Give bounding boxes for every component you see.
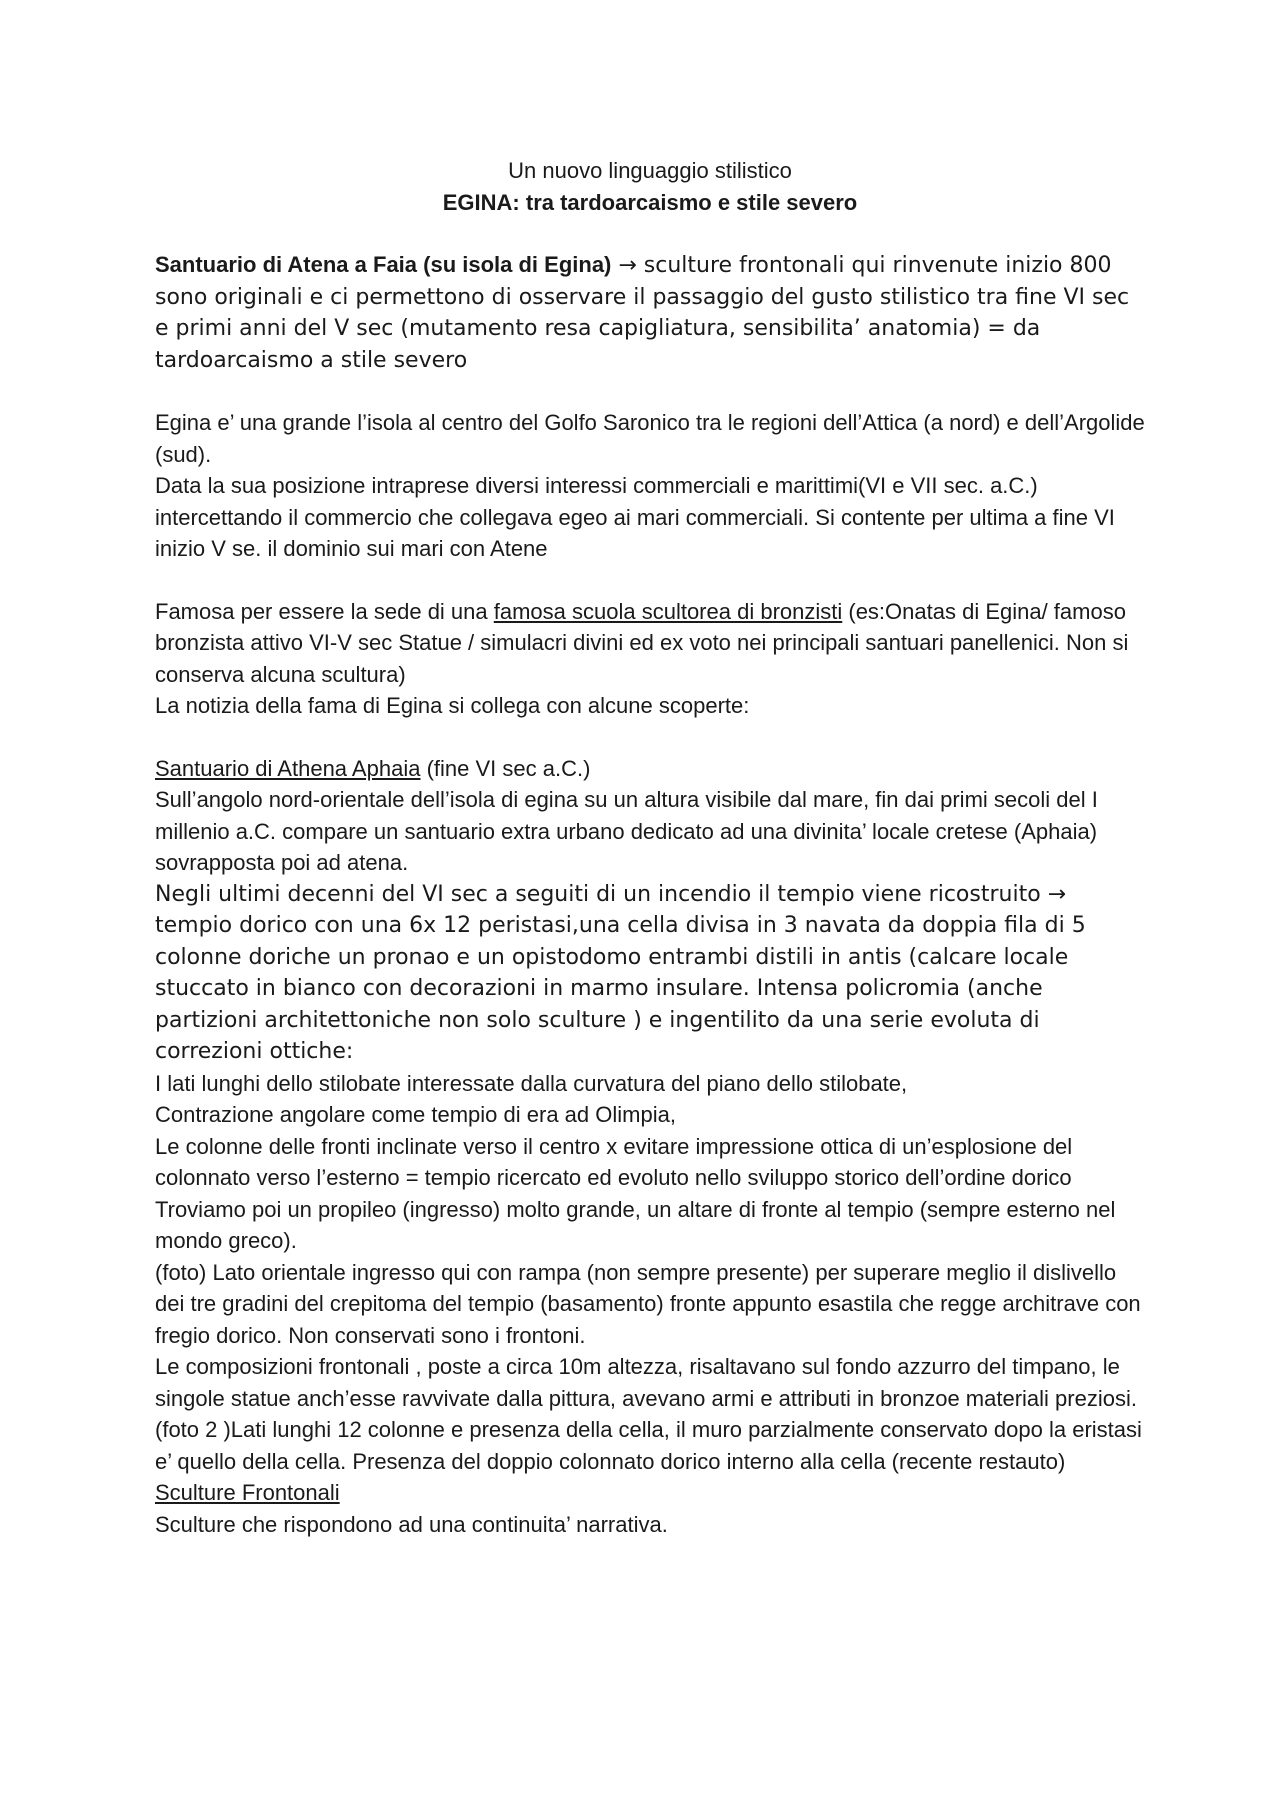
aphaia-paragraph-1: Sull’angolo nord-orientale dell’isola di egina su un altura visibile dal mare, fin dai primi secoli del I millenio a.C. compare un santuario extra urbano dedicato ad una divinita’ locale cretese (Aphaia) sovrapposta poi ad atena. [155, 787, 1098, 875]
aphaia-paragraph-4: Contrazione angolare come tempio di era ad Olimpia, [155, 1102, 676, 1127]
aphaia-paragraph-6: Troviamo poi un propileo (ingresso) molto grande, un altare di fronte al tempio (sempre esterno nel mondo greco). [155, 1196, 1116, 1253]
egina-paragraph-2: Data la sua posizione intraprese diversi interessi commerciali e marittimi(VI e VII sec. a.C.) intercettando il commercio che collegava egeo ai mari commerciali. Si contente per ultima a fine VI inizio V se. il dominio sui mari con Atene [155, 473, 1115, 561]
spacer [155, 565, 1145, 596]
aphaia-paragraph-5: Le colonne delle fronti inclinate verso il centro x evitare impressione ottica di un’esplosione del colonnato verso l’esterno = tempio ricercato ed evoluto nello sviluppo storico dell’ordine dorico [155, 1133, 1073, 1190]
aphaia-paragraph-8: Le composizioni frontonali , poste a circa 10m altezza, risaltavano sul fondo azzurro del timpano, le singole statue anch’esse ravvivate dalla pittura, avevano armi e attributi in bronzoe materiali preziosi. [155, 1354, 1137, 1411]
intro-text: → sculture frontonali qui rinvenute inizio 800 sono originali e ci permettono di osservare il passaggio del gusto stilistico tra fine VI sec e primi anni del V sec (mutamento resa capigliatura, sensibilita’ anatomia) = da tardoarcaismo a stile severo [155, 253, 1130, 373]
notizia-paragraph: La notizia della fama di Egina si collega con alcune scoperte: [155, 693, 750, 718]
aphaia-heading [155, 753, 1145, 785]
document-body [155, 155, 1145, 1540]
intro-paragraph [155, 249, 1145, 376]
spacer [155, 376, 1145, 407]
document-title: Un nuovo linguaggio stilistico [508, 158, 792, 183]
aphaia-paragraph-9: (foto 2 )Lati lunghi 12 colonne e presenza della cella, il muro parzialmente conservato dopo la eristasi e’ quello della cella. Presenza del doppio colonnato dorico interno alla cella (recente restauto) [155, 1417, 1142, 1474]
famosa-pre: Famosa per essere la sede di una [155, 598, 494, 624]
spacer [155, 218, 1145, 249]
famosa-underlined: famosa scuola scultorea di bronzisti [493, 598, 843, 624]
document-subtitle: EGINA: tra tardoarcaismo e stile severo [442, 189, 858, 215]
egina-paragraph-1: Egina e’ una grande l’isola al centro del Golfo Saronico tra le regioni dell’Attica (a nord) e dell’Argolide (sud). [155, 410, 1145, 467]
aphaia-paragraph-3: I lati lunghi dello stilobate interessate dalla curvatura del piano dello stilobate, [155, 1070, 908, 1096]
intro-bold-heading: Santuario di Atena a Faia (su isola di Egina) [155, 252, 612, 277]
aphaia-paragraph-7: (foto) Lato orientale ingresso qui con rampa (non sempre presente) per superare meglio il dislivello dei tre gradini del crepitoma del tempio (basamento) fronte appunto esastila che regge architrave con fregio dorico. Non conservati sono i frontoni. [155, 1259, 1141, 1348]
sculture-paragraph-1: Sculture che rispondono ad una continuita’ narrativa. [155, 1511, 668, 1537]
famosa-paragraph [155, 596, 1145, 691]
aphaia-paragraph-2: Negli ultimi decenni del VI sec a seguiti di un incendio il tempio viene ricostruito → tempio dorico con una 6x 12 peristasi,una cella divisa in 3 navata da doppia fila di 5 colonne doriche un pronao e un opistodomo entrambi distili in antis (calcare locale stuccato in bianco con decorazioni in marmo insulare. Intensa policromia (anche partizioni architettoniche non solo sculture ) e ingentilito da una serie evoluta di correzioni ottiche: [155, 881, 1086, 1064]
aphaia-heading-rest: (fine VI sec a.C.) [420, 755, 591, 781]
spacer [155, 722, 1145, 753]
sculture-heading: Sculture Frontonali [155, 1480, 340, 1505]
famosa-post: (es:Onatas di Egina/ famoso bronzista attivo VI-V sec Statue / simulacri divini ed ex voto nei principali santuari panellenici. Non si conserva alcuna scultura) [155, 598, 1129, 687]
aphaia-heading-underlined: Santuario di Athena Aphaia [155, 755, 421, 781]
